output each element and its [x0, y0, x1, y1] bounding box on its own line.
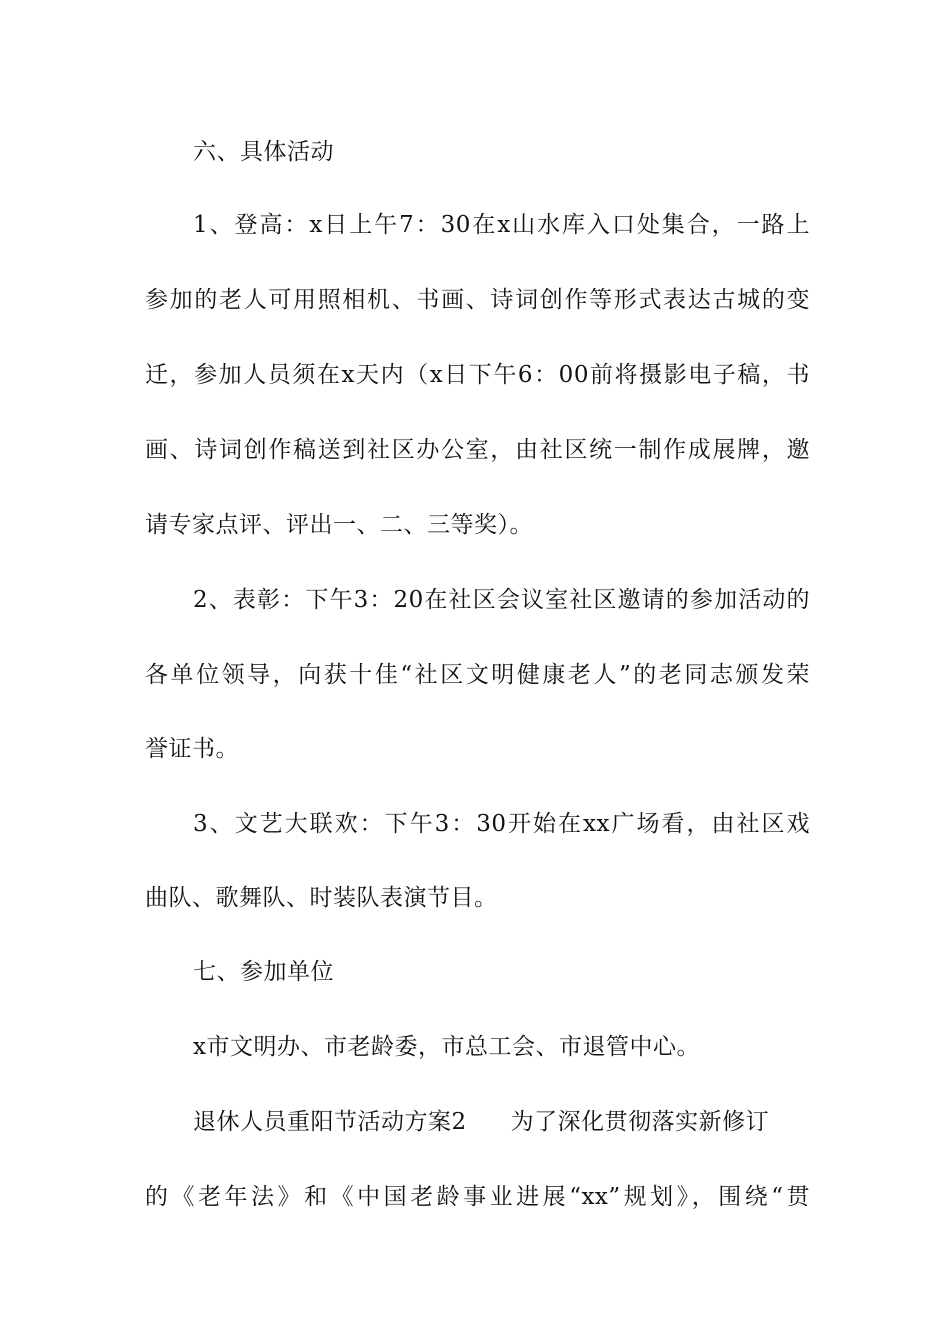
paragraph-line: 曲队、歌舞队、时装队表演节目。 — [145, 885, 498, 911]
paragraph-line: 3、文艺大联欢：下午3：30开始在xx广场看，由社区戏 — [193, 811, 810, 837]
paragraph-line: 迁，参加人员须在x天内（x日下午6：00前将摄影电子稿，书 — [145, 362, 810, 388]
paragraph-line: 誉证书。 — [145, 736, 239, 762]
paragraph-line: x市文明办、市老龄委，市总工会、市退管中心。 — [193, 1034, 700, 1060]
paragraph-line: 各单位领导，向获十佳“社区文明健康老人”的老同志颁发荣 — [145, 662, 810, 688]
document-title: 退休人员重阳节活动方案2 — [193, 1109, 467, 1135]
section-heading-activities: 六、具体活动 — [193, 139, 334, 165]
section-heading-units: 七、参加单位 — [193, 959, 334, 985]
paragraph-line: 2、表彰：下午3：20在社区会议室社区邀请的参加活动的 — [193, 587, 810, 613]
paragraph-line: 画、诗词创作稿送到社区办公室，由社区统一制作成展牌，邀 — [145, 437, 810, 463]
paragraph-line: 的《老年法》和《中国老龄事业进展“xx”规划》，围绕“贯 — [145, 1184, 810, 1210]
paragraph-text: 为了深化贯彻落实新修订 — [510, 1109, 770, 1135]
paragraph-line: 1、登高：x日上午7：30在x山水库入口处集合，一路上 — [193, 212, 810, 238]
paragraph-line — [193, 1102, 810, 1142]
paragraph-line: 请专家点评、评出一、二、三等奖）。 — [145, 512, 533, 538]
paragraph-line: 参加的老人可用照相机、书画、诗词创作等形式表达古城的变 — [145, 287, 810, 313]
